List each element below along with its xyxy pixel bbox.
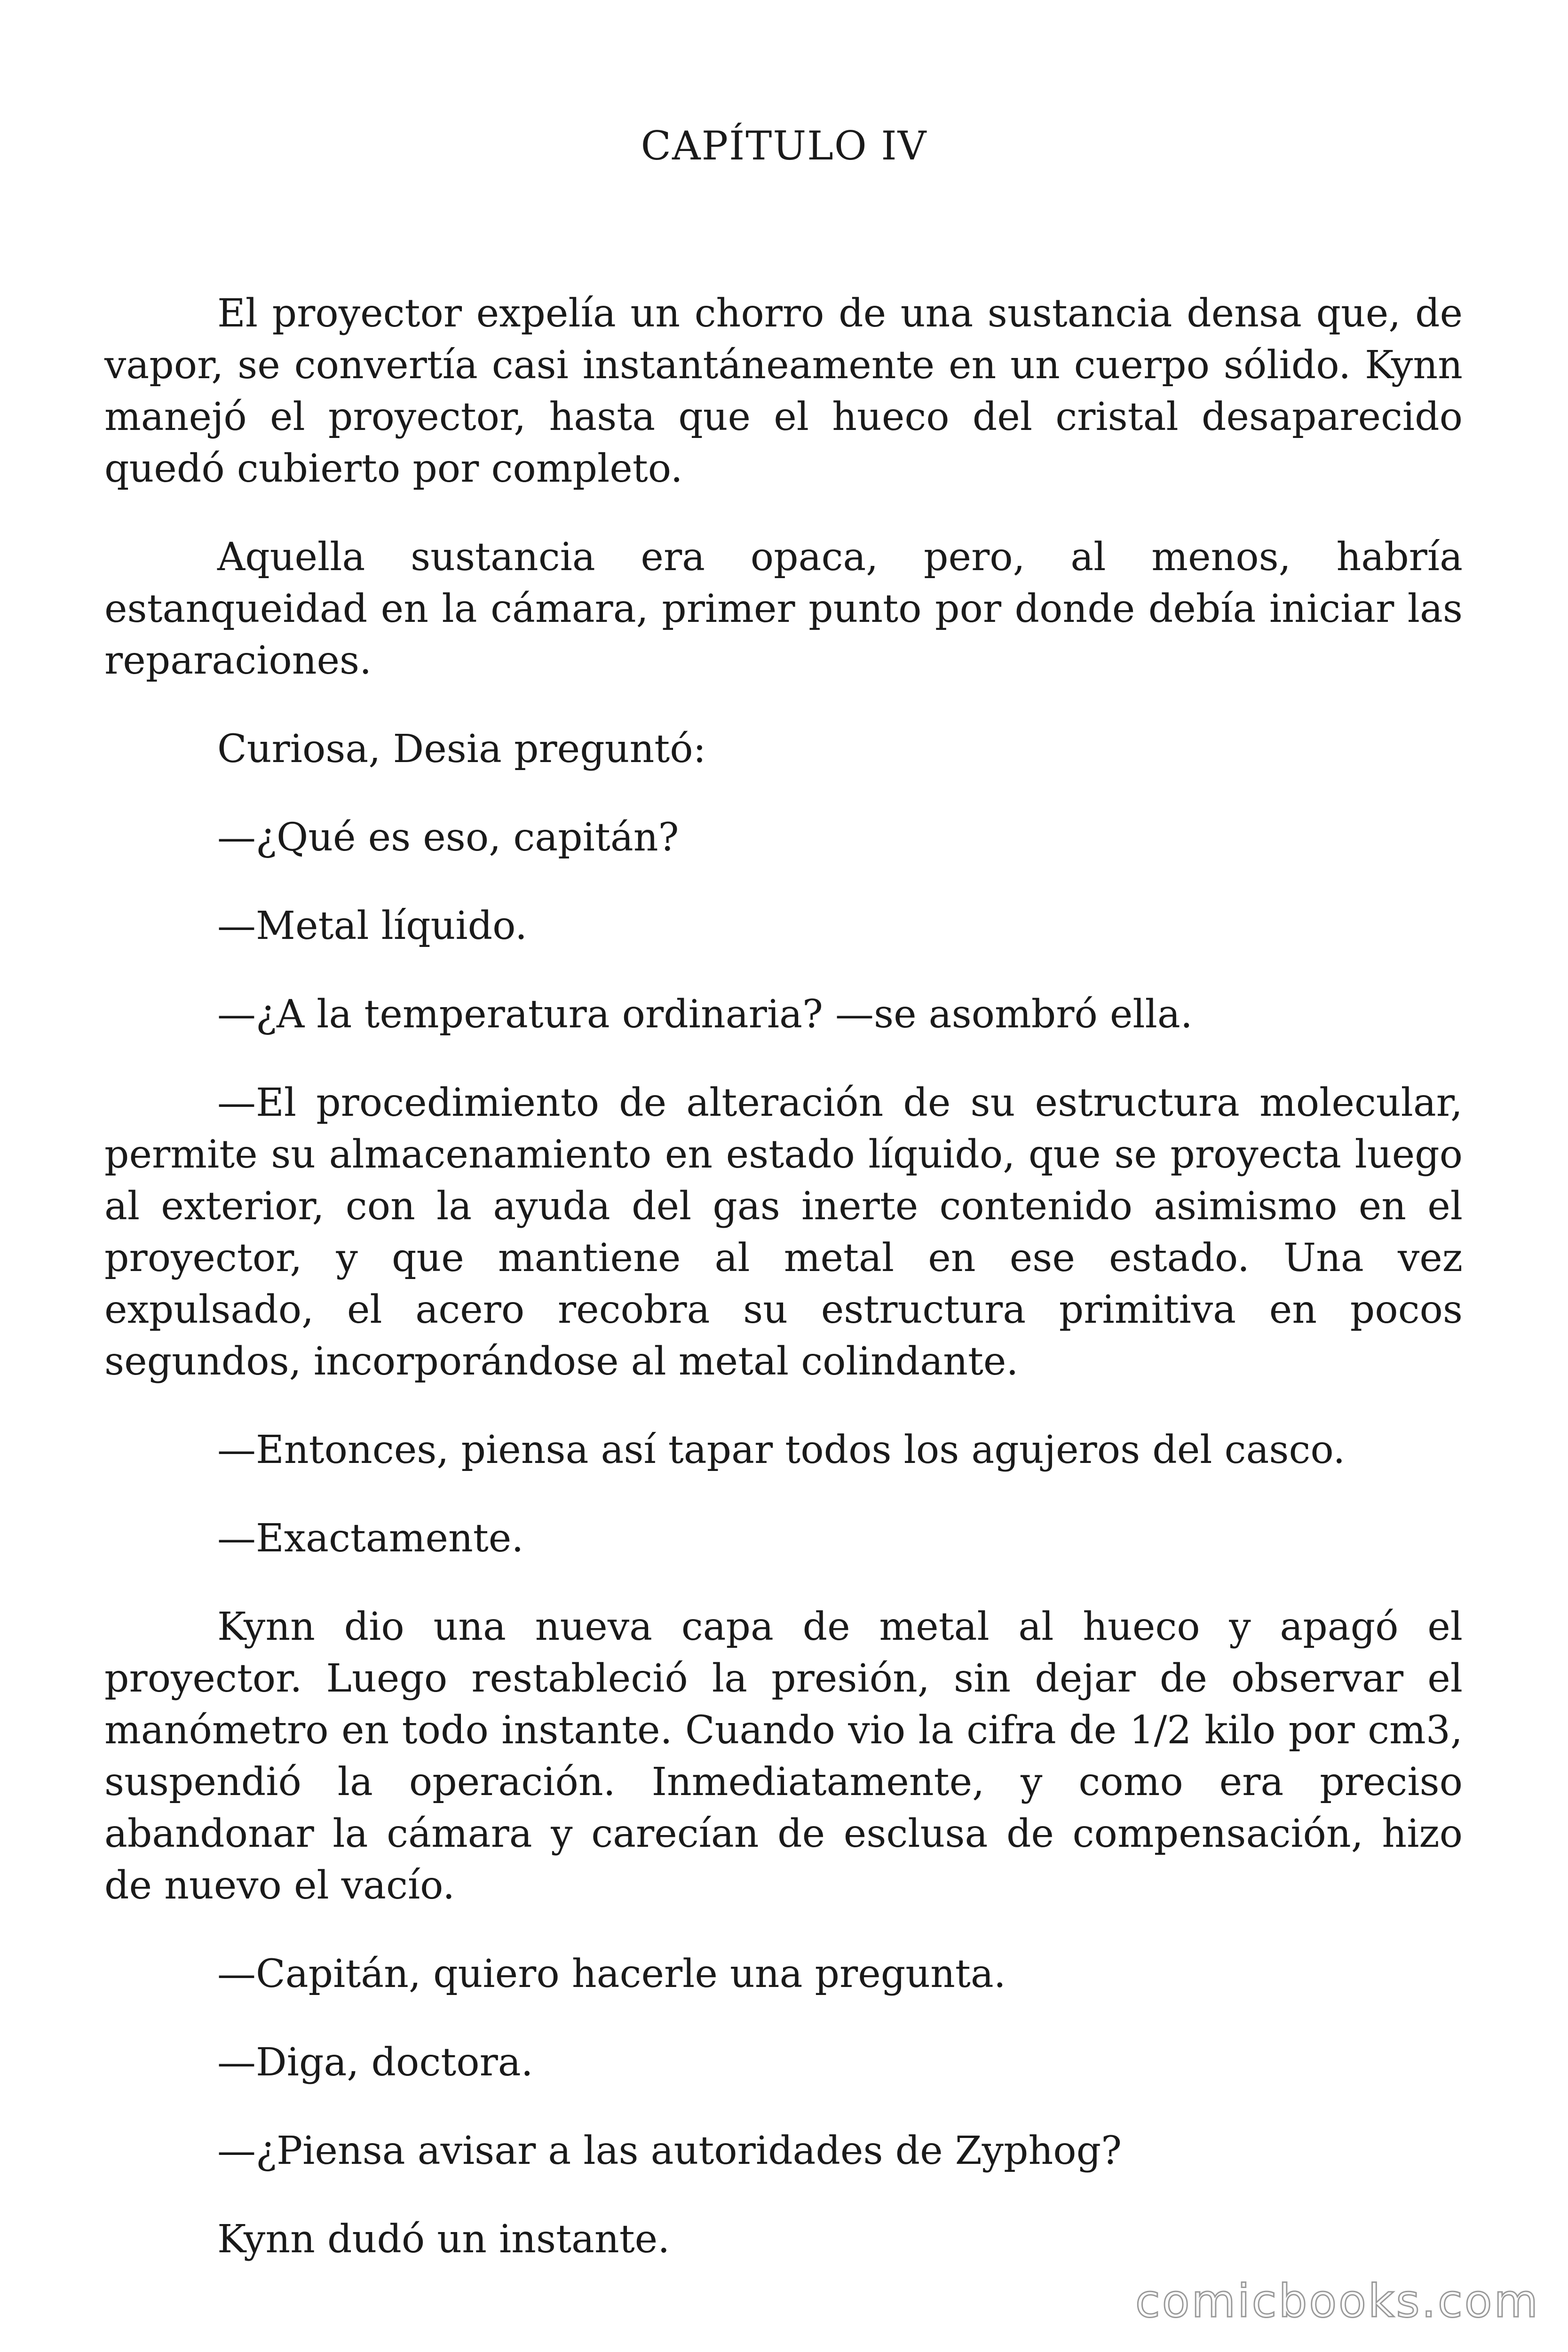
dialogue-line: —El procedimiento de alteración de su estructura molecular, permite su almacenamiento en estado líquido, que se proyecta luego al exterior, con la ayuda del gas inerte contenido asimismo en el proyector, y que mantiene al metal en ese estado. Una vez expulsado, el acero recobra su estructura primitiva en pocos segundos, incorporándose al metal colindante. (104, 1081, 1463, 1384)
dialogue-line: —Diga, doctora. (217, 2040, 533, 2085)
paragraph: Kynn dio una nueva capa de metal al hueco y apagó el proyector. Luego restableció la presión, sin dejar de observar el manómetro en todo instante. Cuando vio la cifra de 1/2 kilo por cm3, suspendió la operación. Inmediatamente, y como era preciso abandonar la cámara y carecían de esclusa de compensación, hizo de nuevo el vacío. (104, 1605, 1463, 1908)
paragraph: El proyector expelía un chorro de una sustancia densa que, de vapor, se convertía casi instantáneamente en un cuerpo sólido. Kynn manejó el proyector, hasta que el hueco del cristal desaparecido quedó cubierto por completo. (104, 291, 1463, 491)
dialogue-line: —¿Piensa avisar a las autoridades de Zyphog? (217, 2129, 1122, 2173)
watermark: comicbooks.com (1135, 2275, 1540, 2328)
paragraph: Kynn dudó un instante. (217, 2217, 670, 2262)
dialogue-line: —Exactamente. (217, 1516, 524, 1561)
paragraph: Curiosa, Desia preguntó: (217, 727, 706, 771)
text-body (104, 288, 1463, 2265)
dialogue-line: —Metal líquido. (217, 904, 528, 948)
paragraph: Aquella sustancia era opaca, pero, al menos, habría estanqueidad en la cámara, primer punto por donde debía iniciar las reparaciones. (104, 535, 1463, 683)
dialogue-line: —¿Qué es eso, capitán? (217, 815, 679, 860)
dialogue-line: —¿A la temperatura ordinaria? —se asombró ella. (217, 992, 1193, 1037)
chapter-title: CAPÍTULO IV (641, 123, 927, 169)
dialogue-line: —Entonces, piensa así tapar todos los agujeros del casco. (217, 1428, 1346, 1472)
dialogue-line: —Capitán, quiero hacerle una pregunta. (217, 1952, 1006, 1996)
